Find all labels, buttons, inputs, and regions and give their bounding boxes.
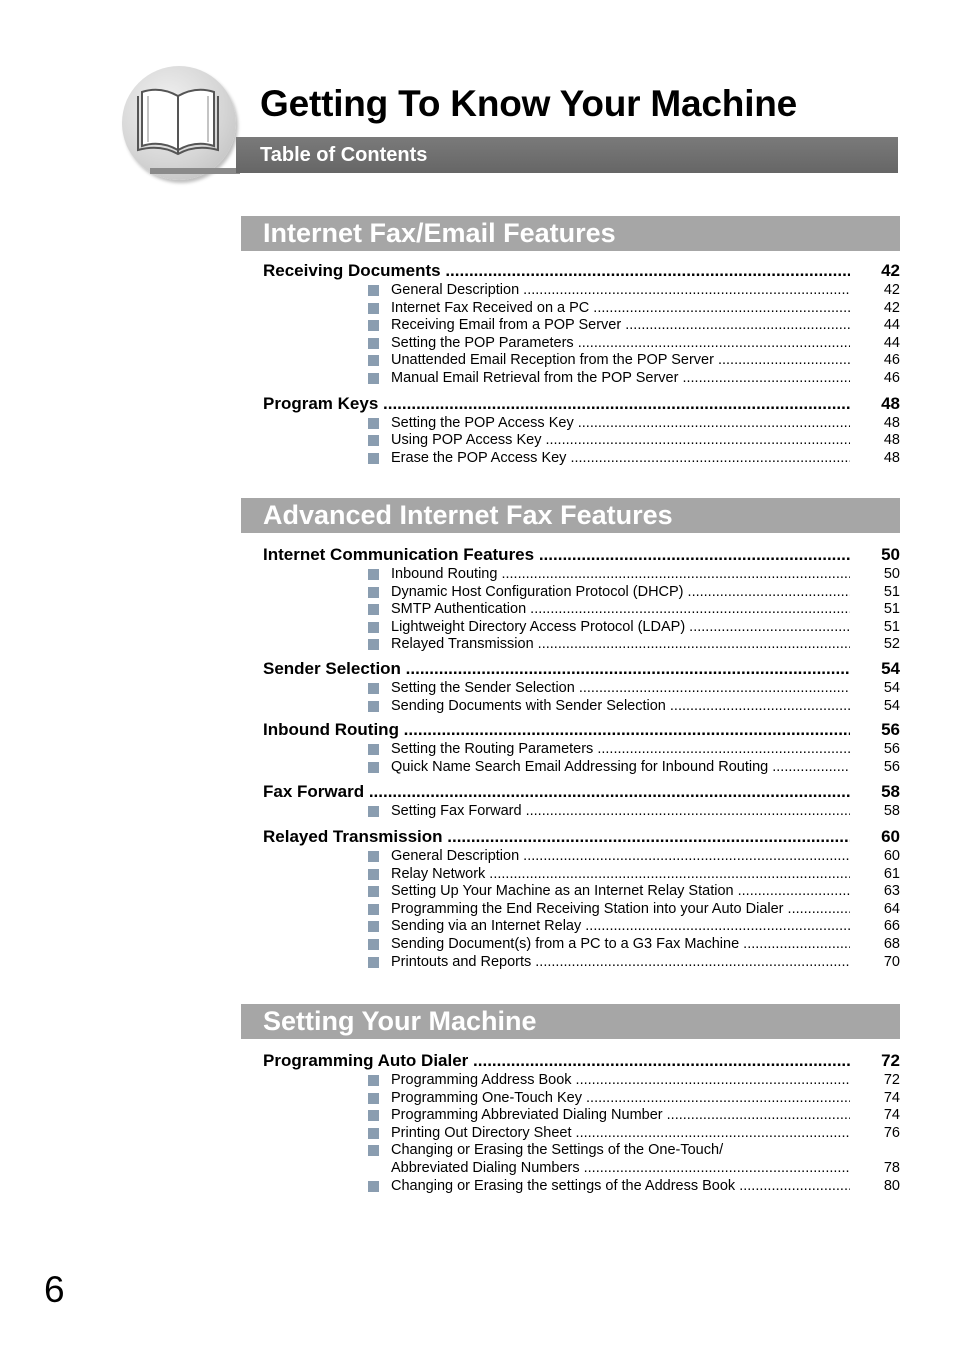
toc-subentry[interactable]: Setting the Sender Selection ..... 54 (368, 680, 900, 698)
toc-subentry[interactable]: SMTP Authentication ..... 51 (368, 601, 900, 619)
bullet-square-icon (368, 1181, 379, 1192)
toc-subentry[interactable]: Relayed Transmission ..... 52 (368, 636, 900, 654)
toc-subentry[interactable]: Lightweight Directory Access Protocol (LDAP) ..... 51 (368, 619, 900, 637)
toc-subentry[interactable]: Relay Network ..... 61 (368, 866, 900, 884)
bullet-square-icon (368, 939, 379, 950)
toc-subentry[interactable]: Programming One-Touch Key ..... 74 (368, 1090, 900, 1108)
bullet-square-icon (368, 569, 379, 580)
toc-subentry[interactable]: Receiving Email from a POP Server ..... 44 (368, 317, 900, 335)
bullet-square-icon (368, 453, 379, 464)
open-book-icon (134, 82, 224, 162)
bullet-square-icon (368, 587, 379, 598)
section-advanced-internet-fax (241, 498, 900, 971)
toc-subentry[interactable]: Setting Fax Forward ..... 58 (368, 803, 900, 821)
bullet-square-icon (368, 435, 379, 446)
bullet-square-icon (368, 1093, 379, 1104)
toc-subentry[interactable]: Changing or Erasing the Settings of the One-Touch/ Abbreviated Dialing Numbers ..... 78 (368, 1142, 900, 1177)
toc-entry-sender-selection[interactable]: Sender Selection ..... 54 (263, 658, 900, 680)
subtitle-bar-stem (150, 168, 240, 174)
subtitle: Table of Contents (260, 144, 428, 166)
toc-subentry[interactable]: Dynamic Host Configuration Protocol (DHCP) ..... 51 (368, 584, 900, 602)
bullet-square-icon (368, 886, 379, 897)
bullet-square-icon (368, 355, 379, 366)
toc-subentry[interactable]: General Description ..... 42 (368, 282, 900, 300)
bullet-square-icon (368, 762, 379, 773)
toc-subentry[interactable]: Changing or Erasing the settings of the Address Book ..... 80 (368, 1178, 900, 1196)
bullet-square-icon (368, 851, 379, 862)
section-title: Setting Your Machine (241, 1004, 900, 1039)
toc-subentry[interactable]: Sending via an Internet Relay ..... 66 (368, 918, 900, 936)
book-logo (122, 66, 236, 180)
bullet-square-icon (368, 303, 379, 314)
bullet-square-icon (368, 921, 379, 932)
bullet-square-icon (368, 373, 379, 384)
toc-entry-program-keys[interactable]: Program Keys ..... 48 (263, 393, 900, 415)
bullet-square-icon (368, 338, 379, 349)
toc-subentry[interactable]: Programming the End Receiving Station into your Auto Dialer ..... 64 (368, 901, 900, 919)
bullet-square-icon (368, 285, 379, 296)
bullet-square-icon (368, 1145, 379, 1156)
bullet-square-icon (368, 418, 379, 429)
bullet-square-icon (368, 806, 379, 817)
toc-subentry[interactable]: Printouts and Reports ..... 70 (368, 954, 900, 972)
bullet-square-icon (368, 1075, 379, 1086)
bullet-square-icon (368, 604, 379, 615)
toc-subentry[interactable]: Setting Up Your Machine as an Internet Relay Station ..... 63 (368, 883, 900, 901)
bullet-square-icon (368, 1128, 379, 1139)
toc-subentry[interactable]: Sending Document(s) from a PC to a G3 Fax Machine ..... 68 (368, 936, 900, 954)
toc-subentry[interactable]: Manual Email Retrieval from the POP Server ..... 46 (368, 370, 900, 388)
page-title: Getting To Know Your Machine (260, 83, 798, 124)
section-title: Internet Fax/Email Features (241, 216, 900, 251)
bullet-square-icon (368, 744, 379, 755)
toc-subentry[interactable]: Inbound Routing ..... 50 (368, 566, 900, 584)
bullet-square-icon (368, 904, 379, 915)
toc-subentry[interactable]: Using POP Access Key ..... 48 (368, 432, 900, 450)
toc-subentry[interactable]: Sending Documents with Sender Selection ..... 54 (368, 698, 900, 716)
bullet-square-icon (368, 1110, 379, 1121)
toc-subentry[interactable]: Setting the Routing Parameters ..... 56 (368, 741, 900, 759)
toc-subentry[interactable]: Quick Name Search Email Addressing for Inbound Routing ..... 56 (368, 759, 900, 777)
bullet-square-icon (368, 701, 379, 712)
toc-subentry[interactable]: Setting the POP Access Key ..... 48 (368, 415, 900, 433)
toc-entry-programming-auto-dialer[interactable]: Programming Auto Dialer ..... 72 (263, 1050, 900, 1072)
toc-entry-inbound-routing[interactable]: Inbound Routing ..... 56 (263, 719, 900, 741)
toc-entry-relayed-transmission[interactable]: Relayed Transmission ..... 60 (263, 826, 900, 848)
toc-subentry[interactable]: Programming Abbreviated Dialing Number ..... 74 (368, 1107, 900, 1125)
toc-subentry[interactable]: Programming Address Book ..... 72 (368, 1072, 900, 1090)
toc-entry-fax-forward[interactable]: Fax Forward ..... 58 (263, 781, 900, 803)
toc-subentry[interactable]: Unattended Email Reception from the POP Server ..... 46 (368, 352, 900, 370)
toc-entry-receiving-documents[interactable]: Receiving Documents ..... 42 (263, 260, 900, 282)
bullet-square-icon (368, 639, 379, 650)
bullet-square-icon (368, 957, 379, 968)
toc-subentry[interactable]: Internet Fax Received on a PC ..... 42 (368, 300, 900, 318)
section-internet-fax-email (241, 216, 900, 467)
section-setting-your-machine (241, 1004, 900, 1195)
bullet-square-icon (368, 683, 379, 694)
section-title: Advanced Internet Fax Features (241, 498, 900, 533)
bullet-square-icon (368, 320, 379, 331)
bullet-square-icon (368, 869, 379, 880)
toc-subentry[interactable]: Printing Out Directory Sheet ..... 76 (368, 1125, 900, 1143)
page-number: 6 (44, 1269, 65, 1310)
subtitle-bar (236, 137, 898, 173)
toc-subentry[interactable]: General Description ..... 60 (368, 848, 900, 866)
toc-subentry[interactable]: Setting the POP Parameters ..... 44 (368, 335, 900, 353)
toc-entry-internet-communication-features[interactable]: Internet Communication Features ..... 50 (263, 544, 900, 566)
bullet-square-icon (368, 622, 379, 633)
toc-subentry[interactable]: Erase the POP Access Key ..... 48 (368, 450, 900, 468)
